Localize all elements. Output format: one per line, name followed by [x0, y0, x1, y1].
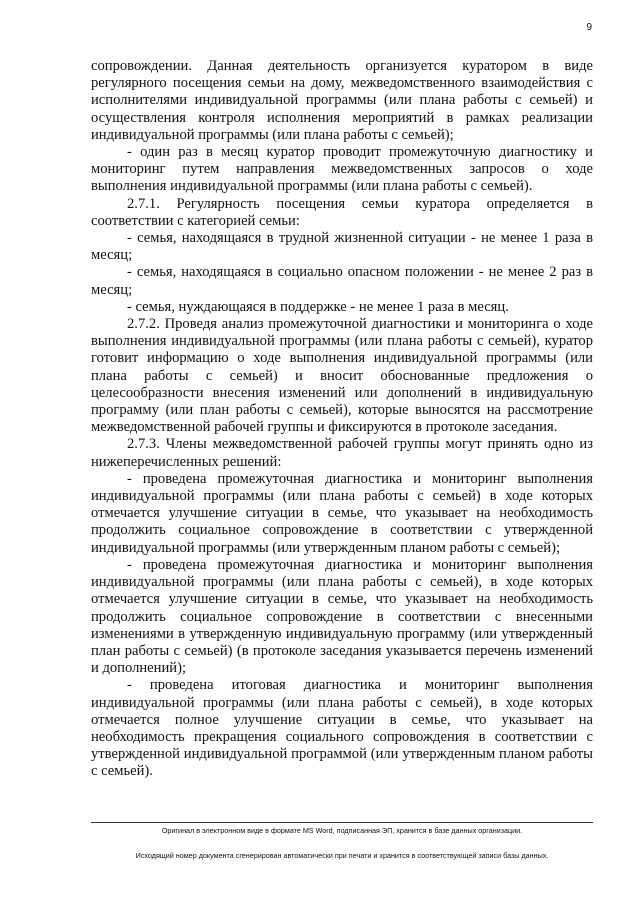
paragraph-continuation: сопровождении. Данная деятельность организуется куратором в виде регулярного посещения семьи на дому, межведомственного взаимодействия с исполнителями индивидуальной программы (или плана работы с семьей) и осуществления контроля исполнения мероприятий в рамках реализации индивидуальной программы (или плана работы с семьей); [91, 58, 593, 143]
document-body [91, 58, 593, 781]
footer-original-note: Оригинал в электронном виде в формате MS Word, подписанная ЭП, хранится в базе данных организации. [161, 826, 523, 835]
decision-terminate: - проведена итоговая диагностика и мониторинг выполнения индивидуальной программы (или плана работы с семьей), в ходе которых отмечается полное улучшение ситуации в семье, что указывает на необходимость прекращения социального сопровождения в соответствии с утвержденной индивидуальной программой (или утвержденным планом работы с семьей). [91, 677, 593, 780]
section-2-7-1: 2.7.1. Регулярность посещения семьи куратора определяется в соответствии с категорией семьи: [91, 195, 593, 229]
footer-number-note: Исходящий номер документа сгенерирован автоматически при печати и хранится в соответствующей записи базы данных. [135, 851, 549, 860]
list-item-dangerous-position: - семья, находящаяся в социально опасном положении - не менее 2 раз в месяц; [91, 264, 593, 298]
list-item-needs-support: - семья, нуждающаяся в поддержке - не менее 1 раза в месяц. [127, 298, 509, 315]
decision-continue-with-changes: - проведена промежуточная диагностика и мониторинг выполнения индивидуальной программы (или плана работы с семьей), в ходе которых отмечается улучшение ситуации в семье, что указывает на необходимость продолжить социальное сопровождение в соответствии с внесенными изменениями в утвержденную индивидуальную программу (или утвержденный план работы с семьей) (в протоколе заседания указывается перечень изменений и дополнений); [91, 556, 593, 677]
footer-divider [91, 822, 593, 823]
list-item-monthly-diagnostics: - один раз в месяц куратор проводит промежуточную диагностику и мониторинг путем направления межведомственных запросов о ходе выполнения индивидуальной программы (или плана работы с семьей). [91, 144, 593, 195]
section-2-7-3: 2.7.3. Члены межведомственной рабочей группы могут принять одно из нижеперечисленных решений: [91, 436, 593, 470]
page-number: 9 [586, 22, 592, 33]
list-item-difficult-situation: - семья, находящаяся в трудной жизненной ситуации - не менее 1 раза в месяц; [91, 230, 593, 264]
decision-continue-approved: - проведена промежуточная диагностика и мониторинг выполнения индивидуальной программы (или плана работы с семьей) в ходе которых отмечается улучшение ситуации в семье, что указывает на необходимость продолжить социальное сопровождение в соответствии с утвержденной индивидуальной программы (или утвержденным планом работы с семьей); [91, 470, 593, 556]
section-2-7-2: 2.7.2. Проведя анализ промежуточной диагностики и мониторинга о ходе выполнения индивидуальной программы (или плана работы с семьей), куратор готовит информацию о ходе выполнения индивидуальной программы (или плана работы с семьей) и вносит обоснованные предложения о целесообразности внесения изменений или дополнений в индивидуальную программу (или план работы с семьей), которые выносятся на рассмотрение межведомственной рабочей группы и фиксируются в протоколе заседания. [91, 316, 593, 436]
